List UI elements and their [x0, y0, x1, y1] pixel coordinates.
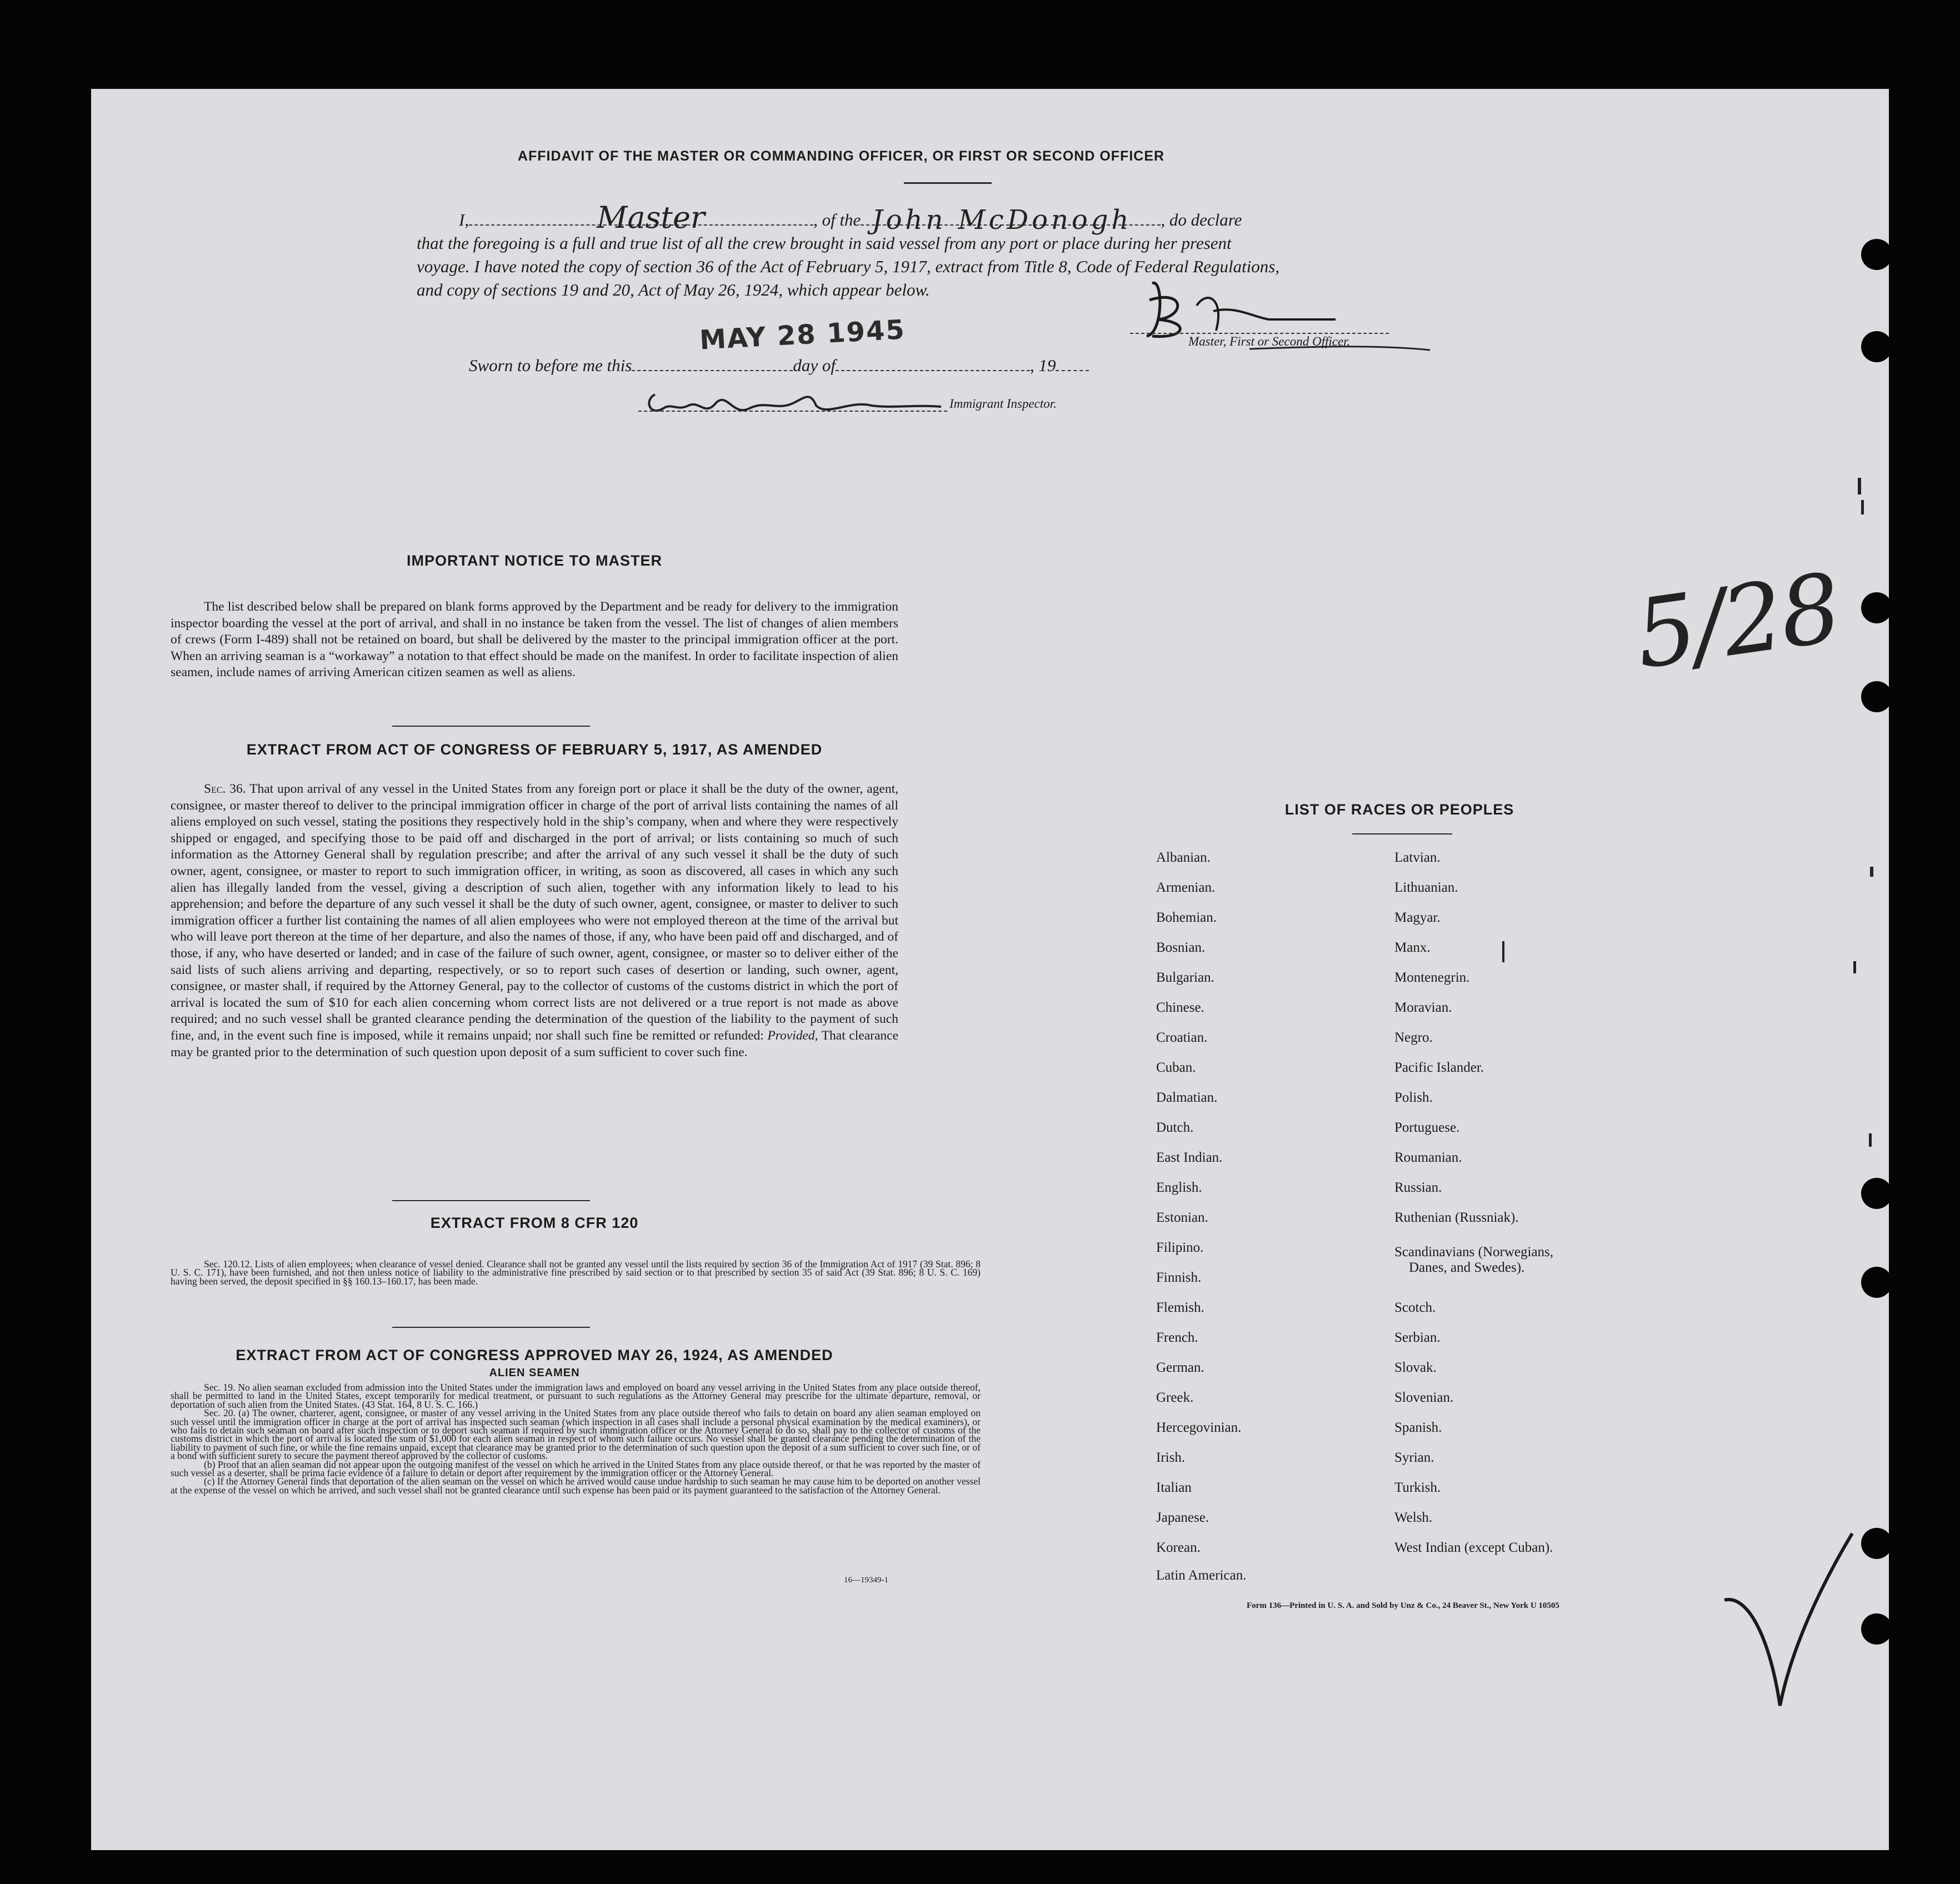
notice-paragraph: The list described below shall be prepared on blank forms approved by the Department and be ready for delivery to the immigration inspector boarding the vessel at the port of arrival, and shall in no instance be taken from the vessel. The list of changes of alien members of crews (Form I-489) shall not be retained on board, but shall be delivered by the master to the principal immigration officer at the port. When an arriving seaman is a “workaway” a notation to that effect should be made on the manifest. In order to facilitate inspection of alien seamen, include names of arriving American citizen seamen as well as aliens.	[171, 599, 898, 680]
signature-label: Master, First or Second Officer.	[1188, 334, 1351, 348]
sec20a-paragraph: Sec. 20. (a) The owner, charterer, agent, consignee, or master of any vessel arriving in the United States from any place outside thereof who fails to detain on board any alien seaman employed on such vessel until the immigration officer in charge at the port of arrival has inspected such seaman (which inspection in all cases shall include a personal physical examination by the medical examiners), or who fails to detain such seaman on board after such inspection or to deport such seaman if required by such immigration officer or the Attorney General to do so, shall pay to the collector of customs of the customs district in which the port of arrival is located the sum of $1,000 for each alien seaman in respect of whom such failure occurs. No vessel shall be granted clearance pending the determination of the liability to payment of such fine, or while the fine remains unpaid, except that clearance may be granted prior to the determination of such question upon the deposit of a sum sufficient to cover such fine, or of a bond with sufficient surety to secure the payment thereof approved by the collector of customs.	[171, 1407, 981, 1462]
race-item: Filipino.	[1156, 1240, 1204, 1255]
race-item: Montenegrin.	[1394, 970, 1470, 985]
race-item: Hercegovinian.	[1156, 1420, 1242, 1435]
form-printer-info: Form 136—Printed in U. S. A. and Sold by Unz & Co., 24 Beaver St., New York U 10505	[1247, 1601, 1559, 1610]
race-item: Croatian.	[1156, 1030, 1208, 1045]
speck	[1870, 867, 1873, 877]
extract-cfr-rule	[392, 1327, 590, 1328]
race-item: Bohemian.	[1156, 910, 1217, 925]
punch-hole	[1861, 1267, 1892, 1298]
race-item: Albanian.	[1156, 850, 1211, 865]
title-rule	[904, 182, 992, 184]
margin-handwriting: 5/28	[1629, 553, 1846, 691]
race-item: Moravian.	[1394, 1000, 1452, 1015]
race-item: Negro.	[1394, 1030, 1433, 1045]
races-title: LIST OF RACES OR PEOPLES	[1284, 801, 1514, 818]
race-item: Slovak.	[1394, 1360, 1437, 1375]
vessel-blank	[861, 204, 1161, 236]
cfr-paragraph: Sec. 120.12. Lists of alien employees; when clearance of vessel denied. Clearance shall not be granted any vessel until the lists required by section 36 of the Immigration Act of 1917 (39 Stat. 896; 8 U. S. C. 171), have been furnished, and not then unless notice of liability to the administrative fine prescribed by said section or to that prescribed by section 35 of said Act (39 Stat. 896; 8 U. S. C. 169) having been served, the deposit specified in §§ 160.13–160.17, has been made.	[171, 1258, 981, 1287]
race-item: Latvian.	[1394, 850, 1441, 865]
master-handwriting: Master	[597, 200, 705, 235]
race-item: Serbian.	[1394, 1330, 1441, 1345]
extract-cfr-title: EXTRACT FROM 8 CFR 120	[430, 1215, 639, 1231]
punch-hole	[1861, 1613, 1892, 1645]
race-item: Slovenian.	[1394, 1390, 1454, 1405]
affidavit-line-1	[459, 200, 1242, 236]
year-blank	[1056, 370, 1089, 371]
extract-1924-subtitle: ALIEN SEAMEN	[489, 1367, 580, 1379]
extract-1917-rule	[392, 1200, 590, 1201]
race-item: Scotch.	[1394, 1300, 1436, 1315]
affidavit-title: AFFIDAVIT OF THE MASTER OR COMMANDING OFFICER, OR FIRST OR SECOND OFFICER	[517, 148, 1165, 164]
provided-label: Provided,	[767, 1028, 818, 1043]
sec19-paragraph: Sec. 19. No alien seaman excluded from admission into the United States under the immigration laws and employed on board any vessel arriving in the United States from any place outside thereof, shall be permitted to land in the United States, except temporarily for medical treatment, or pursuant to such regulations as the Attorney General may prescribe for the ultimate departure, removal, or deportation of such alien from the United States. (43 Stat. 164, 8 U. S. C. 166.)	[171, 1382, 981, 1410]
sworn-prefix: Sworn to before me this	[469, 356, 632, 375]
race-item: Finnish.	[1156, 1270, 1202, 1285]
race-item: Lithuanian.	[1394, 880, 1458, 895]
race-item: Scandinavians (Norwegians,	[1394, 1245, 1554, 1260]
sec36-body-end: That clearance may be granted prior to the determination of such question upon deposit of a sum sufficient to cover such fine.	[171, 1028, 899, 1060]
inspector-label: Immigrant Inspector.	[949, 397, 1057, 411]
extract-1924-title: EXTRACT FROM ACT OF CONGRESS APPROVED MAY 26, 1924, AS AMENDED	[236, 1347, 833, 1363]
race-item: Spanish.	[1394, 1420, 1442, 1435]
extract-1924-body	[171, 1383, 981, 1495]
race-item: English.	[1156, 1180, 1202, 1195]
race-item: Flemish.	[1156, 1300, 1204, 1315]
affidavit-line-3: voyage. I have noted the copy of section 36 of the Act of February 5, 1917, extract from Title 8, Code of Federal Regulations,	[417, 257, 1280, 276]
race-item: Irish.	[1156, 1450, 1186, 1465]
sec36-label: Sec. 36.	[204, 782, 246, 796]
check-mark	[1713, 1522, 1858, 1767]
race-item: German.	[1156, 1360, 1204, 1375]
race-item: Chinese.	[1156, 1000, 1204, 1015]
speck	[1853, 961, 1856, 973]
notice-body	[171, 599, 898, 681]
race-item: Dalmatian.	[1156, 1090, 1218, 1105]
name-blank	[469, 200, 813, 235]
line1-prefix: I,	[459, 210, 469, 229]
race-item: Japanese.	[1156, 1510, 1209, 1525]
speck	[1869, 1133, 1872, 1147]
sworn-day-of: day of	[793, 356, 836, 375]
sworn-year: , 19	[1029, 356, 1056, 375]
line1-mid: , of the	[813, 210, 861, 229]
race-item: Latin American.	[1156, 1568, 1247, 1583]
vessel-handwriting: John McDonogh	[872, 204, 1132, 236]
race-item: Ruthenian (Russniak).	[1394, 1210, 1519, 1225]
race-item: East Indian.	[1156, 1150, 1223, 1165]
affidavit-line-4: and copy of sections 19 and 20, Act of May 26, 1924, which appear below.	[417, 280, 930, 299]
race-item: Magyar.	[1394, 910, 1441, 925]
race-item: French.	[1156, 1330, 1198, 1345]
sec20b-paragraph: (b) Proof that an alien seaman did not appear upon the outgoing manifest of the vessel on which he arrived in the United States from any place outside thereof, or that he was reported by the master of such vessel as a deserter, shall be prima facie evidence of a failure to detain or deport after requirement by the immigration officer or the Attorney General.	[171, 1458, 981, 1479]
notice-rule	[392, 726, 590, 727]
race-item: Danes, and Swedes).	[1409, 1260, 1525, 1275]
race-item: Estonian.	[1156, 1210, 1208, 1225]
extract-cfr-body	[171, 1260, 981, 1286]
race-item: Bulgarian.	[1156, 970, 1214, 985]
race-item: West Indian (except Cuban).	[1394, 1540, 1553, 1555]
extract-1917-body	[171, 781, 898, 1061]
punch-hole	[1861, 681, 1892, 712]
punch-hole	[1861, 1178, 1892, 1209]
race-item: Polish.	[1394, 1090, 1433, 1105]
sec20c-paragraph: (c) If the Attorney General finds that deportation of the alien seaman on the vessel on which he arrived would cause undue hardship to such seaman he may cause him to be deported on another vessel at the expense of the vessel on which he arrived, and such vessel shall not be granted clearance until such expense has been paid or its payment guaranteed to the satisfaction of the Attorney General.	[171, 1476, 981, 1496]
notice-title: IMPORTANT NOTICE TO MASTER	[407, 552, 662, 569]
race-item: Italian	[1156, 1480, 1192, 1495]
inspector-signature	[638, 378, 949, 422]
punch-hole	[1861, 1528, 1892, 1559]
race-item: Korean.	[1156, 1540, 1201, 1555]
race-item: Greek.	[1156, 1390, 1194, 1405]
race-item: Turkish.	[1394, 1480, 1441, 1495]
race-item: Russian.	[1394, 1180, 1442, 1195]
day-blank	[632, 370, 793, 371]
date-stamp: MAY 28 1945	[698, 314, 907, 356]
race-item: Pacific Islander.	[1394, 1060, 1484, 1075]
speck	[1861, 500, 1864, 514]
race-item: Manx.	[1394, 940, 1431, 955]
document-page	[91, 89, 1889, 1850]
punch-hole	[1861, 592, 1892, 623]
line1-suffix: , do declare	[1161, 210, 1242, 229]
form-number: 16—19349-1	[844, 1576, 888, 1585]
extract-1917-title: EXTRACT FROM ACT OF CONGRESS OF FEBRUARY 5, 1917, AS AMENDED	[246, 741, 823, 758]
race-item: Cuban.	[1156, 1060, 1196, 1075]
races-rule	[1352, 833, 1452, 834]
strike-through-mark	[1247, 339, 1436, 356]
race-item: Portuguese.	[1394, 1120, 1460, 1135]
race-item: Armenian.	[1156, 880, 1216, 895]
speck	[1858, 478, 1861, 494]
race-item: Dutch.	[1156, 1120, 1194, 1135]
race-item: Bosnian.	[1156, 940, 1206, 955]
sec36-body: That upon arrival of any vessel in the United States from any foreign port or place it shall be the duty of the owner, agent, consignee, or master thereof to deliver to the principal immigration officer in charge of the port of arrival lists containing the names of all aliens employed on such vessel, stating the positions they respectively hold in the ship’s company, when and where they were respectively shipped or engaged, and specifying those to be paid off and discharged in the port of arrival; or lists containing so much of such information as the Attorney General shall by regulation prescribe; and after the arrival of any such vessel it shall be the duty of such owner, agent, consignee, or master to report to such immigration officer, in writing, as soon as discovered, all cases in which any such alien has illegally landed from the vessel, giving a description of such alien, together with any information likely to lead to his apprehension; and before the departure of any such vessel it shall be the duty of such owner, agent, consignee, or master to deliver to such immigration officer a further list containing the names of all alien employees who were not employed thereon at the time of the arrival but who will leave port thereon at the time of her departure, and also the names of those, if any, who have been paid off and discharged, and of those, if any, who have deserted or landed; and in case of the failure of such owner, agent, consignee, or master so to deliver either of the said lists of such aliens arriving and departing, respectively, or so to report such cases of desertion or landing, such owner, agent, consignee, or master shall, if required by the Attorney General, pay to the collector of customs of the customs district in which the port of arrival is located the sum of $10 for each alien concerning whom correct lists are not delivered or a true report is not made as above required; and no such vessel shall be granted clearance pending the determination of the question of the liability to the payment of such fine, and, in the event such fine is imposed, while it remains unpaid; nor shall such fine be remitted or refunded:	[171, 782, 899, 1043]
race-item: Syrian.	[1394, 1450, 1434, 1465]
race-item: Roumanian.	[1394, 1150, 1462, 1165]
punch-hole	[1861, 331, 1892, 362]
sworn-line	[469, 353, 1089, 378]
affidavit-line-2: that the foregoing is a full and true list of all the crew brought in said vessel from any port or place during her present	[417, 233, 1232, 253]
race-item: Welsh.	[1394, 1510, 1433, 1525]
punch-hole	[1861, 239, 1892, 270]
speck	[1502, 941, 1504, 962]
month-blank	[836, 370, 1030, 371]
